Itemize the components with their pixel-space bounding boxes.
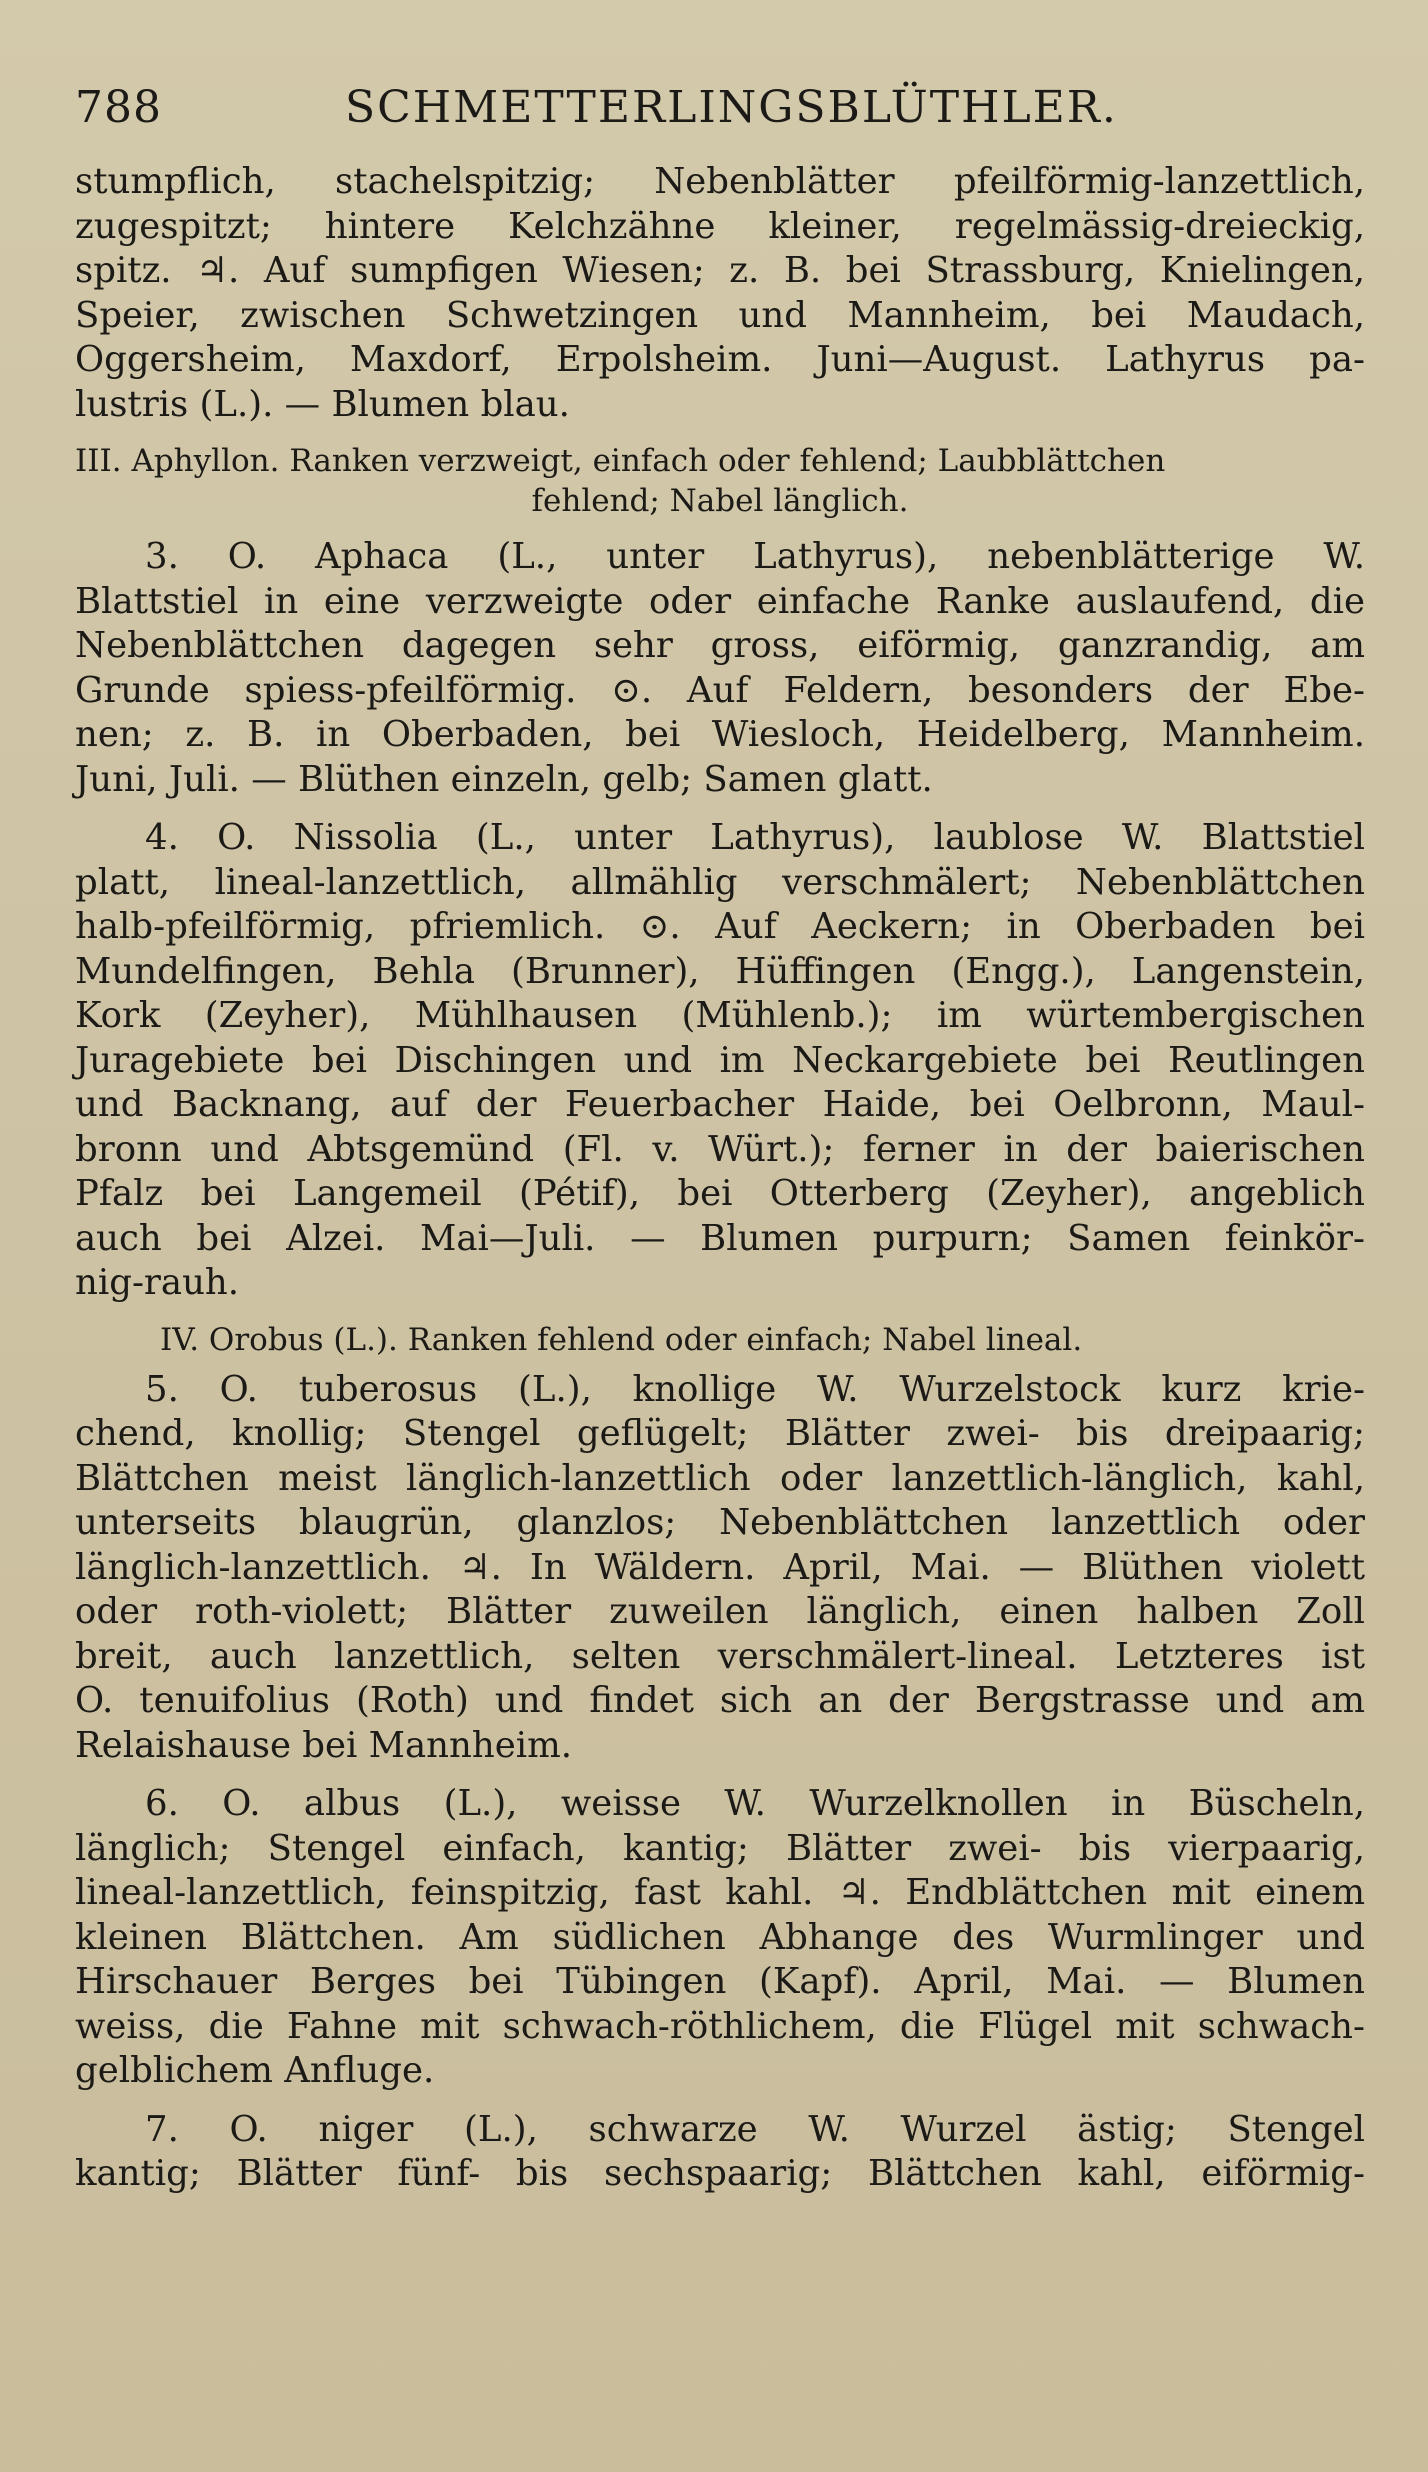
entry-tuberosus bbox=[75, 1368, 1365, 1769]
text-line: Grunde spiess-pfeilförmig. ⊙. Auf Feldern, besonders der Ebe- bbox=[75, 669, 1365, 711]
page-header bbox=[75, 78, 1365, 138]
text-line: weiss, die Fahne mit schwach-röthlichem, die Flügel mit schwach- bbox=[75, 2005, 1365, 2047]
text-line: kantig; Blätter fünf- bis sechspaarig; Blättchen kahl, eiförmig- bbox=[75, 2153, 1365, 2194]
text-line: 4. O. Nissolia (L., unter Lathyrus), laublose W. Blattstiel bbox=[145, 817, 1365, 858]
text-line: oder roth-violett; Blätter zuweilen länglich, einen halben Zoll bbox=[75, 1591, 1365, 1632]
text-line: länglich-lanzettlich. ♃. In Wäldern. April, Mai. — Blüthen violett bbox=[75, 1546, 1365, 1588]
text-line: 5. O. tuberosus (L.), knollige W. Wurzelstock kurz krie- bbox=[145, 1368, 1365, 1410]
text-line: Kork (Zeyher), Mühlhausen (Mühlenb.); im würtembergischen bbox=[75, 995, 1365, 1036]
entry-niger bbox=[75, 2108, 1365, 2197]
text-line: auch bei Alzei. Mai—Juli. — Blumen purpurn; Samen feinkör- bbox=[75, 1217, 1365, 1259]
text-line: stumpflich, stachelspitzig; Nebenblätter pfeilförmig-lanzettlich, bbox=[75, 161, 1365, 202]
text-line: bronn und Abtsgemünd (Fl. v. Würt.); ferner in der baierischen bbox=[75, 1128, 1365, 1170]
text-line: chend, knollig; Stengel geflügelt; Blätter zwei- bis dreipaarig; bbox=[75, 1413, 1365, 1454]
text-line: nen; z. B. in Oberbaden, bei Wiesloch, Heidelberg, Mannheim. bbox=[75, 714, 1365, 755]
text-line: Juragebiete bei Dischingen und im Neckargebiete bei Reutlingen bbox=[75, 1039, 1365, 1081]
text-line: Pfalz bei Langemeil (Pétif), bei Otterberg (Zeyher), angeblich bbox=[75, 1173, 1365, 1214]
text-line: nig-rauh. bbox=[75, 1262, 240, 1303]
text-line: unterseits blaugrün, glanzlos; Nebenblättchen lanzettlich oder bbox=[75, 1502, 1365, 1543]
text-line: halb-pfeilförmig, pfriemlich. ⊙. Auf Aeckern; in Oberbaden bei bbox=[75, 906, 1365, 947]
text-line: Oggersheim, Maxdorf, Erpolsheim. Juni—August. Lathyrus pa- bbox=[75, 339, 1365, 380]
text-line: Blattstiel in eine verzweigte oder einfache Ranke auslaufend, die bbox=[75, 580, 1365, 622]
text-line: zugespitzt; hintere Kelchzähne kleiner, regelmässig-dreieckig, bbox=[75, 205, 1365, 247]
text-line: Speier, zwischen Schwetzingen und Mannheim, bei Maudach, bbox=[75, 294, 1365, 336]
section-line: fehlend; Nabel länglich. bbox=[531, 483, 909, 519]
text-line: 3. O. Aphaca (L., unter Lathyrus), nebenblätterige W. bbox=[145, 536, 1365, 577]
text-line: spitz. ♃. Auf sumpfigen Wiesen; z. B. bei Strassburg, Knielingen, bbox=[75, 250, 1365, 291]
text-line: Hirschauer Berges bei Tübingen (Kapf). April, Mai. — Blumen bbox=[75, 1961, 1365, 2002]
text-line: platt, lineal-lanzettlich, allmählig verschmälert; Nebenblättchen bbox=[75, 861, 1365, 903]
entry-nissolia bbox=[75, 816, 1365, 1306]
section-heading-orobus bbox=[75, 1320, 1365, 1360]
section-line: III. Aphyllon. Ranken verzweigt, einfach oder fehlend; Laubblättchen bbox=[75, 443, 1166, 479]
text-line: 7. O. niger (L.), schwarze W. Wurzel ästig; Stengel bbox=[145, 2108, 1365, 2150]
text-line: kleinen Blättchen. Am südlichen Abhange des Wurmlinger und bbox=[75, 1916, 1365, 1958]
text-line: lustris (L.). — Blumen blau. bbox=[75, 383, 570, 425]
text-line: Nebenblättchen dagegen sehr gross, eiförmig, ganzrandig, am bbox=[75, 625, 1365, 666]
text-line: Juni, Juli. — Blüthen einzeln, gelb; Samen glatt. bbox=[75, 758, 933, 800]
text-line: länglich; Stengel einfach, kantig; Blätter zwei- bis vierpaarig, bbox=[75, 1827, 1365, 1869]
paragraph-continuation bbox=[75, 160, 1365, 427]
section-heading-aphyllon bbox=[75, 441, 1365, 521]
section-line: IV. Orobus (L.). Ranken fehlend oder einfach; Nabel lineal. bbox=[160, 1321, 1083, 1358]
page-number: 788 bbox=[75, 82, 162, 133]
entry-aphaca bbox=[75, 535, 1365, 802]
text-line: 6. O. albus (L.), weisse W. Wurzelknollen in Büscheln, bbox=[145, 1783, 1365, 1824]
text-line: breit, auch lanzettlich, selten verschmälert-lineal. Letzteres ist bbox=[75, 1635, 1365, 1677]
text-line: Mundelfingen, Behla (Brunner), Hüffingen (Engg.), Langenstein, bbox=[75, 950, 1365, 992]
text-line: Relaishause bei Mannheim. bbox=[75, 1724, 573, 1766]
page-body bbox=[75, 160, 1365, 2197]
text-line: Blättchen meist länglich-lanzettlich oder lanzettlich-länglich, kahl, bbox=[75, 1457, 1365, 1499]
entry-albus bbox=[75, 1782, 1365, 2094]
running-title: SCHMETTERLINGSBLÜTHLER. bbox=[345, 82, 1118, 133]
text-line: gelblichem Anfluge. bbox=[75, 2050, 435, 2091]
text-line: O. tenuifolius (Roth) und findet sich an der Bergstrasse und am bbox=[75, 1680, 1365, 1721]
text-line: und Backnang, auf der Feuerbacher Haide, bei Oelbronn, Maul- bbox=[75, 1084, 1365, 1125]
text-line: lineal-lanzettlich, feinspitzig, fast kahl. ♃. Endblättchen mit einem bbox=[75, 1872, 1365, 1913]
